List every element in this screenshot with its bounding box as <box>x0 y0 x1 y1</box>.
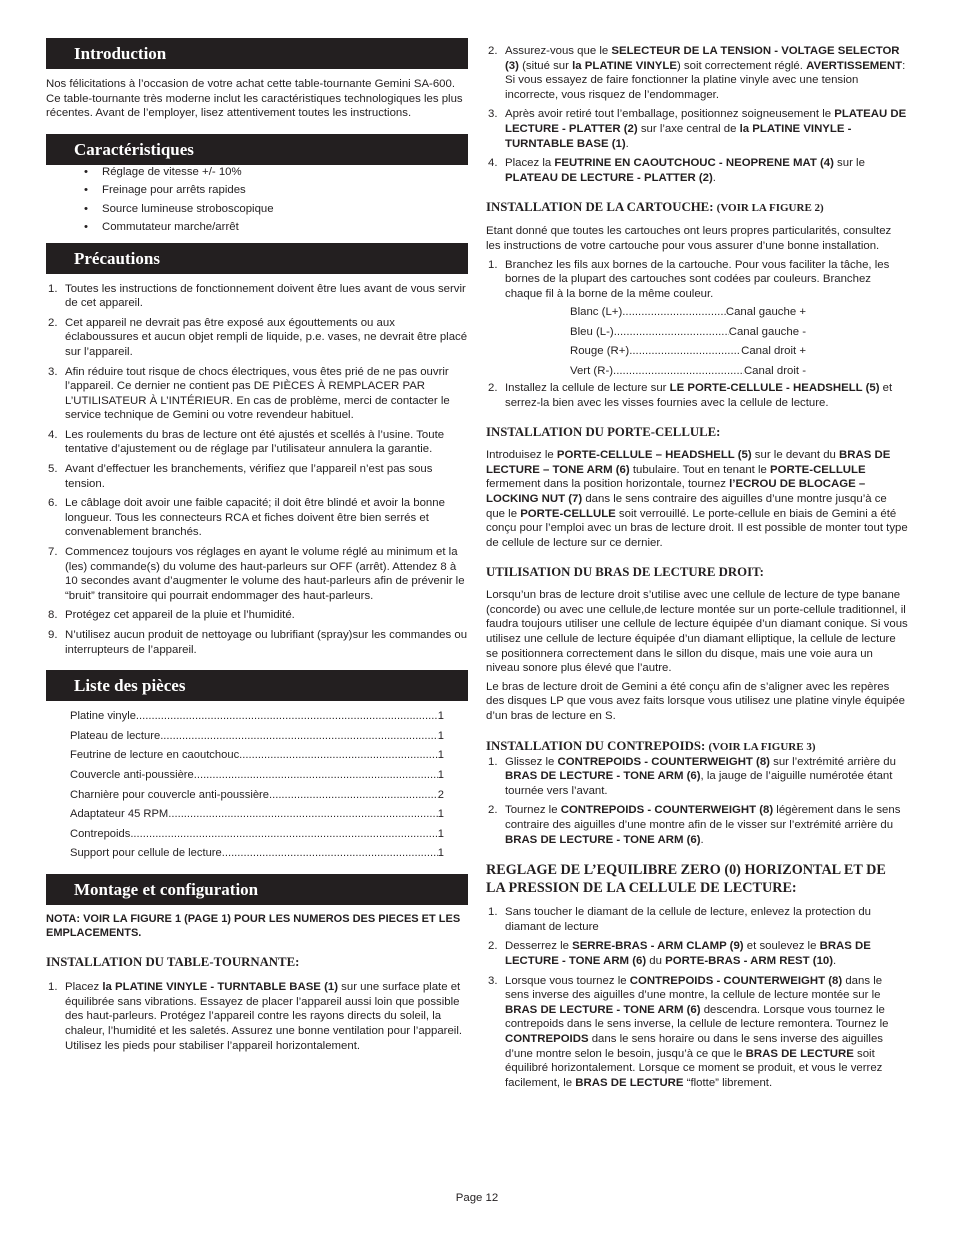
cartridge-intro: Etant donné que toutes les cartouches ont leurs propres particularités, consultez les instructions de votre cartouche pour vous assurer d’une bonne installation. <box>486 225 892 252</box>
part-row: Couvercle anti-poussière ..... 1 <box>70 766 444 786</box>
part-row: Adaptateur 45 RPM ..... 1 <box>70 805 444 825</box>
precautions-heading: Précautions <box>46 243 468 274</box>
wire-row: Vert (R-) ..... Canal droit - <box>570 362 806 381</box>
counterweight-steps <box>486 755 908 848</box>
left-column <box>46 38 468 1058</box>
straight-arm-heading: UTILISATION DU BRAS DE LECTURE DROIT: <box>486 565 764 580</box>
features-list <box>46 165 468 235</box>
list-item: 2. Cet appareil ne devrait pas être exposé aux égouttements ou aux éclaboussures et aucun objet rempli de liquide, p.e. vases, ne devrait être placé sur l’appareil. <box>48 316 468 358</box>
list-item: • Source lumineuse stroboscopique <box>46 202 468 217</box>
headshell-text: Introduisez le PORTE-CELLULE – HEADSHELL (5) sur le devant du BRAS DE LECTURE – TONE ARM (6) tubulaire. Tout en tenant le PORTE-CELLULE fermement dans la position horizontale, tournez l’ECROU DE BLOCAGE – LOCKING NUT (7) dans le sens contraire des aiguilles d’une montre jusqu’à ce que le PORTE-CELLULE soit verrouillé. Le porte-cellule en biais de Gemini a été conçu pour l’emploi avec un bras de lecture droit. Il est possible de monter tout type de cellule de lecture sur ce dernier. <box>486 449 908 549</box>
list-item: 2. Desserrez le SERRE-BRAS - ARM CLAMP (9) et soulevez le BRAS DE LECTURE - TONE ARM (6) du PORTE-BRAS - ARM REST (10). <box>488 940 871 967</box>
balance-heading: REGLAGE DE L’EQUILIBRE ZERO (0) HORIZONTAL ET DE LA PRESSION DE LA CELLULE DE LECTURE: <box>486 862 886 897</box>
straight-arm-p1: Lorsqu’un bras de lecture droit s’utilise avec une cellule de lecture de type banane (concorde) ou avec une cellule,de lecture montée sur un porte-cellule traditionnel, il faudra toujours utiliser une cellule de lecture équipée d’un diamant conique. Si vous utilisez une cellule de lecture équipée d’un diamant elliptique, la cellule de lecture se positionnera correctement dans le sillon du disque, mais une voie aura un niveau sonore plus élevé que l’autre. <box>486 589 908 675</box>
features-heading: Caractéristiques <box>46 134 468 165</box>
list-item: 3. Après avoir retiré tout l’emballage, positionnez soigneusement le PLATEAU DE LECTURE - PLATTER (2) sur l’axe central de la PLATINE VINYLE - TURNTABLE BASE (1). <box>488 108 907 150</box>
list-item: 9. N’utilisez aucun produit de nettoyage ou lubrifiant (spray)sur les commandes ou interrupteurs de l’appareil. <box>48 629 468 656</box>
setup-note: NOTA: VOIR LA FIGURE 1 (PAGE 1) POUR LES NUMEROS DES PIECES ET LES EMPLACEMENTS. <box>46 912 461 939</box>
counterweight-heading: INSTALLATION DU CONTREPOIDS: (VOIR LA FIGURE 3) <box>486 738 816 753</box>
cartridge-steps-cont <box>486 381 908 410</box>
turntable-steps-cont <box>486 44 908 185</box>
list-item: 5. Avant d’effectuer les branchements, vérifiez que l’appareil n’est pas sous tension. <box>48 463 433 490</box>
part-row: Platine vinyle ..... 1 <box>70 707 444 727</box>
list-item: 3. Afin réduire tout risque de chocs électriques, vous êtes prié de ne pas ouvrir l’appareil. Ce dernier ne contient pas DE PIÈCES À REMPLACER PAR L’UTILISATEUR À L’INTÉRIEUR. En cas de problème, merci de contacter le service technique de Gemini ou votre revendeur habituel. <box>48 365 450 422</box>
intro-text: Nos félicitations à l’occasion de votre achat cette table-tournante Gemini SA-600. Ce table-tournante très moderne inclut les caractéristiques technologiques les plus récentes. Avant de l’employer, lisez attentivement toutes les instructions. <box>46 78 463 120</box>
list-item: • Réglage de vitesse +/- 10% <box>46 165 468 180</box>
part-row: Charnière pour couvercle anti-poussière ..... 2 <box>70 786 444 806</box>
part-row: Contrepoids ..... 1 <box>70 825 444 845</box>
parts-heading: Liste des pièces <box>46 670 468 701</box>
wire-row: Blanc (L+) ..... Canal gauche + <box>570 303 806 322</box>
list-item: 3. Lorsque vous tournez le CONTREPOIDS - COUNTERWEIGHT (8) dans le sens inverse des aiguilles d’une montre, la cellule de lecture montée sur le BRAS DE LECTURE - TONE ARM (6) descendra. Lorsque vous tournez le contrepoids dans le sens inverse, la cellule de lecture remontera. Tournez le CONTREPOIDS dans le sens horaire ou dans le sens inverse des aiguilles d’une montre selon le besoin, jusqu’à ce que le BRAS DE LECTURE soit équilibré horizontalement. Lorsque ce moment se produit, et vous le verrez facilement, le BRAS DE LECTURE “flotte” librement. <box>488 974 889 1089</box>
list-item: 2. Tournez le CONTREPOIDS - COUNTERWEIGHT (8) légèrement dans le sens contraire des aiguilles d’une montre afin de le visser sur l’extrémité arrière du BRAS DE LECTURE - TONE ARM (6). <box>488 804 901 846</box>
list-item: 2. Installez la cellule de lecture sur LE PORTE-CELLULE - HEADSHELL (5) et serrez-la bien avec les visses fournies avec la cellule de lecture. <box>488 381 893 409</box>
list-item: 4. Placez la FEUTRINE EN CAOUTCHOUC - NEOPRENE MAT (4) sur le PLATEAU DE LECTURE - PLATTER (2). <box>488 157 865 184</box>
list-item: 1. Glissez le CONTREPOIDS - COUNTERWEIGHT (8) sur l’extrémité arrière du BRAS DE LECTURE - TONE ARM (6), la jauge de l’aiguille numérotée étant tournée vers l’avant. <box>488 755 896 797</box>
headshell-heading: INSTALLATION DU PORTE-CELLULE: <box>486 425 721 440</box>
wire-row: Rouge (R+) ..... Canal droit + <box>570 342 806 361</box>
page-number: Page 12 <box>455 1192 499 1204</box>
part-row: Plateau de lecture ..... 1 <box>70 727 444 747</box>
cartridge-steps <box>486 258 908 302</box>
wire-color-table <box>486 303 806 381</box>
intro-heading: Introduction <box>46 38 468 69</box>
turntable-steps <box>46 980 468 1053</box>
parts-list <box>46 707 468 864</box>
precautions-list <box>46 282 468 658</box>
list-item: • Commutateur marche/arrêt <box>46 220 468 235</box>
list-item: 6. Le câblage doit avoir une faible capacité; il doit être blindé et avoir la bonne longueur. Tous les connecteurs RCA et fiches doivent être bien serrés et convenablement branchés. <box>48 497 445 539</box>
list-item: 1. Toutes les instructions de fonctionnement doivent être lues avant de vous servir de cet appareil. <box>48 282 466 310</box>
list-item: 4. Les roulements du bras de lecture ont été ajustés et scellés à l’usine. Toute tentative d’ajustement ou de réglage par l’utilisateur annulera la garantie. <box>48 428 445 456</box>
right-column <box>486 44 908 1095</box>
list-item: • Freinage pour arrêts rapides <box>46 183 468 198</box>
list-item: 2. Assurez-vous que le SELECTEUR DE LA TENSION - VOLTAGE SELECTOR (3) (situé sur la PLATINE VINYLE) soit correctement réglé. AVERTISSEMENT: Si vous essayez de faire fonctionner la platine vinyle avec une tension incorrecte, vous risquez de l’endommager. <box>488 45 906 101</box>
list-item: 1. Placez la PLATINE VINYLE - TURNTABLE BASE (1) sur une surface plate et équilibrée sans vibrations. Essayez de placer l’appareil aussi loin que possible des haut-parleurs. Protégez l’appareil contre les rayons directs du soleil, la chaleur, l’humidité et les saletés. Assurez une bonne ventilation pour l’appareil. Utilisez les pieds pour stabiliser l’appareil horizontalement. <box>48 981 463 1052</box>
wire-row: Bleu (L-) ..... Canal gauche - <box>570 323 806 342</box>
part-row: Support pour cellule de lecture ..... 1 <box>70 844 444 864</box>
list-item: 1. Sans toucher le diamant de la cellule de lecture, enlevez la protection du diamant de lecture <box>488 906 871 933</box>
list-item: 7. Commencez toujours vos réglages en ayant le volume réglé au minimum et la (les) commande(s) du volume des haut-parleurs sur OFF (arrêt). Attendez 8 à 10 secondes avant d’augmenter le volume des haut-parleurs afin de prévenir le “bruit” transitoire qui pourrait endommager des haut-parleurs. <box>48 546 465 602</box>
straight-arm-p2: Le bras de lecture droit de Gemini a été conçu afin de s’aligner avec les repères des disques LP que vous avez faits lorsque vous utilisez une platine vinyle équipée d’un bras de lecture en S. <box>486 680 905 723</box>
turntable-install-heading: INSTALLATION DU TABLE-TOURNANTE: <box>46 955 300 970</box>
cartridge-heading: INSTALLATION DE LA CARTOUCHE: (VOIR LA FIGURE 2) <box>486 200 824 215</box>
list-item: 1. Branchez les fils aux bornes de la cartouche. Pour vous faciliter la tâche, les bornes de la plupart des cartouches sont codées par couleurs. Branchez chaque fil à la borne de la même couleur. <box>488 258 890 300</box>
setup-heading: Montage et configuration <box>46 874 468 905</box>
part-row: Feutrine de lecture en caoutchouc ..... 1 <box>70 746 444 766</box>
list-item: 8. Protégez cet appareil de la pluie et l’humidité. <box>48 609 295 622</box>
balance-steps <box>486 905 908 1090</box>
